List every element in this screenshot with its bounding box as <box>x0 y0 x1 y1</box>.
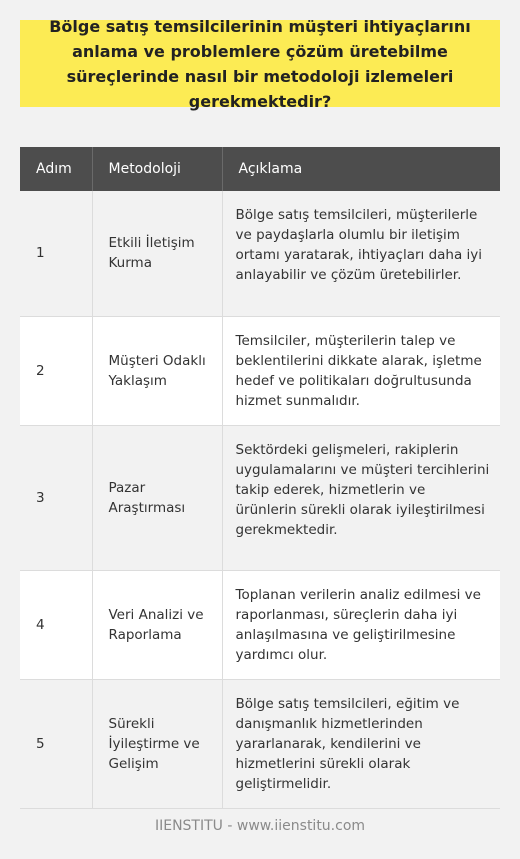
footer-credit: IIENSTITU - www.iienstitu.com <box>154 818 366 834</box>
table-row <box>20 570 500 679</box>
column-header-description: Açıklama <box>222 147 500 191</box>
table-row <box>20 316 500 425</box>
cell-step: 2 <box>20 316 92 425</box>
cell-method: Veri Analizi ve Raporlama <box>92 570 222 679</box>
page-title: Bölge satış temsilcilerinin müşteri ihtiyaçlarını anlama ve problemlere çözüm üretebilme süreçlerinde nasıl bir metodoloji izlemeleri gerekmektedir? <box>49 16 471 111</box>
cell-step: 3 <box>20 425 92 570</box>
cell-method: Etkili İletişim Kurma <box>92 191 222 316</box>
table-row <box>20 191 500 316</box>
column-header-method: Metodoloji <box>92 147 222 191</box>
cell-method: Müşteri Odaklı Yaklaşım <box>92 316 222 425</box>
cell-method: Pazar Araştırması <box>92 425 222 570</box>
cell-description: Bölge satış temsilcileri, eğitim ve danışmanlık hizmetlerinden yararlanarak, kendilerini ve hizmetlerini sürekli olarak geliştirmelidir. <box>222 679 500 808</box>
table-header-row <box>20 147 500 191</box>
title-banner <box>20 16 500 111</box>
cell-description: Temsilciler, müşterilerin talep ve beklentilerini dikkate alarak, işletme hedef ve politikaları doğrultusunda hizmet sunmalıdır. <box>222 316 500 425</box>
methodology-table <box>20 147 500 809</box>
table-row <box>20 425 500 570</box>
cell-step: 1 <box>20 191 92 316</box>
cell-description: Bölge satış temsilcileri, müşterilerle ve paydaşlarla olumlu bir iletişim ortamı yaratarak, ihtiyaçları daha iyi anlayabilir ve çözüm üretebilirler. <box>222 191 500 316</box>
cell-step: 5 <box>20 679 92 808</box>
cell-description: Sektördeki gelişmeleri, rakiplerin uygulamalarını ve müşteri tercihlerini takip ederek, hizmetlerin ve ürünlerin sürekli olarak iyileştirilmesi gerekmektedir. <box>222 425 500 570</box>
column-header-step: Adım <box>20 147 92 191</box>
cell-step: 4 <box>20 570 92 679</box>
cell-description: Toplanan verilerin analiz edilmesi ve raporlanması, süreçlerin daha iyi anlaşılmasına ve geliştirilmesine yardımcı olur. <box>222 570 500 679</box>
table-row <box>20 679 500 808</box>
cell-method: Sürekli İyileştirme ve Gelişim <box>92 679 222 808</box>
